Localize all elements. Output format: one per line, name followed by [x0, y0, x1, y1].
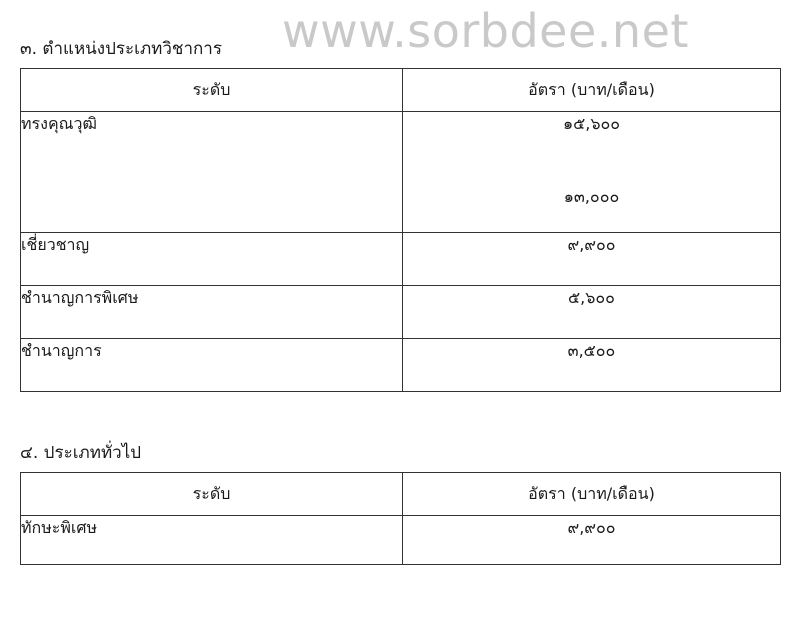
column-header-level: ระดับ — [21, 69, 403, 112]
table-row — [21, 516, 781, 565]
column-header-rate: อัตรา (บาท/เดือน) — [403, 69, 781, 112]
cell-level: ชำนาญการ — [21, 339, 403, 392]
cell-rate-value: ๑๕,๖๐๐ — [562, 114, 621, 133]
section-heading: ๔. ประเภททั่วไป — [20, 443, 142, 463]
table-header-row — [21, 69, 781, 112]
table-row — [21, 112, 781, 233]
section-general-positions — [20, 442, 780, 565]
table-row — [21, 286, 781, 339]
cell-level: ทักษะพิเศษ — [21, 516, 403, 565]
cell-level: เชี่ยวชาญ — [21, 233, 403, 286]
cell-rate: ๙,๙๐๐ — [403, 233, 781, 286]
cell-rate-value: ๑๓,๐๐๐ — [563, 187, 620, 206]
cell-rate: ๕,๖๐๐ — [403, 286, 781, 339]
cell-rate — [403, 112, 781, 233]
watermark-text: www.sorbdee.net — [282, 4, 689, 58]
table-row — [21, 233, 781, 286]
cell-rate: ๙,๙๐๐ — [403, 516, 781, 565]
column-header-rate: อัตรา (บาท/เดือน) — [403, 473, 781, 516]
cell-level: ทรงคุณวุฒิ — [21, 112, 403, 233]
rate-table-academic — [20, 68, 781, 392]
section-academic-positions — [20, 38, 780, 392]
table-row — [21, 339, 781, 392]
table-header-row — [21, 473, 781, 516]
cell-rate: ๓,๕๐๐ — [403, 339, 781, 392]
cell-level: ชำนาญการพิเศษ — [21, 286, 403, 339]
column-header-level: ระดับ — [21, 473, 403, 516]
section-heading: ๓. ตำแหน่งประเภทวิชาการ — [20, 39, 222, 59]
spacer — [403, 137, 780, 185]
rate-table-general — [20, 472, 781, 565]
